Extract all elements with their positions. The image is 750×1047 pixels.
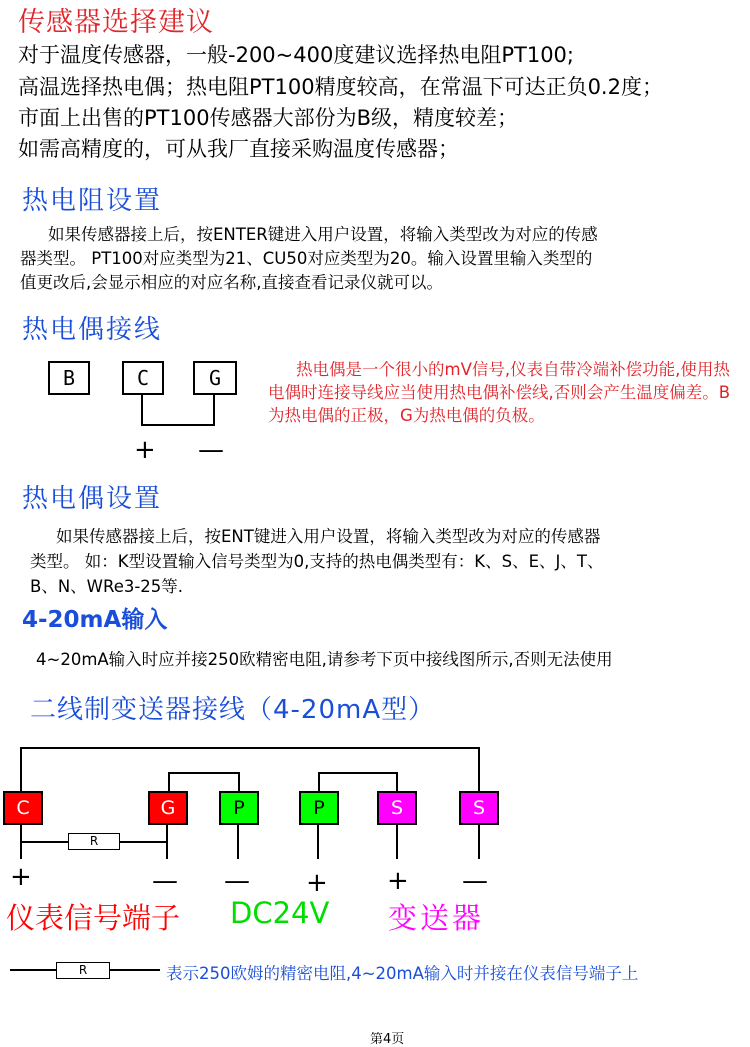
section-title-sensor-selection: 传感器选择建议 <box>18 7 214 38</box>
terminal-g: G <box>148 791 188 825</box>
group-label-transmitter: 变送器 <box>388 901 485 935</box>
wire <box>238 772 240 792</box>
section-title-thermocouple-settings: 热电偶设置 <box>22 484 163 514</box>
minus-sign: — <box>198 435 224 465</box>
wire <box>318 772 320 792</box>
wire <box>20 747 22 792</box>
wire <box>478 747 480 792</box>
thermocouple-note: 热电偶是一个很小的mV信号,仪表自带冷端补偿功能,使用热电偶时连接导线应当使用热电偶补偿线,否则会产生温度偏差。B为热电偶的正极，G为热电偶的负极。 <box>268 360 731 425</box>
page-number: 第4页 <box>370 1032 405 1047</box>
wire <box>168 772 240 774</box>
legend-text: 表示250欧姆的精密电阻,4~20mA输入时并接在仪表信号端子上 <box>166 964 639 983</box>
wire <box>213 393 215 426</box>
section-title-4-20ma-input: 4-20mA输入 <box>22 607 168 633</box>
paragraph-line: 如果传感器接上后，按ENTER键进入用户设置，将输入类型改为对应的传感 <box>48 225 598 244</box>
minus-sign: — <box>462 866 488 896</box>
paragraph-line: 市面上出售的PT100传感器大部份为B级，精度较差； <box>18 106 518 130</box>
paragraph-line: 值更改后,会显示相应的对应名称,直接查看记录仪就可以。 <box>20 273 443 292</box>
terminal-c: C <box>3 791 43 825</box>
group-label-instrument-terminals: 仪表信号端子 <box>6 901 181 935</box>
section-title-thermocouple-wiring: 热电偶接线 <box>22 315 163 345</box>
resistor: R <box>68 833 120 850</box>
wire <box>396 825 398 859</box>
paragraph-line: 4~20mA输入时应并接250欧精密电阻,请参考下页中接线图所示,否则无法使用 <box>36 650 613 669</box>
resistor: R <box>56 962 110 979</box>
plus-sign: + <box>10 862 32 892</box>
group-label-dc24v: DC24V <box>230 896 330 930</box>
wire <box>168 772 170 792</box>
wire <box>141 393 143 426</box>
paragraph-line: 对于温度传感器，一般-200~400度建议选择热电阻PT100; <box>18 43 574 67</box>
minus-sign: — <box>152 866 178 896</box>
section-title-two-wire-transmitter: 二线制变送器接线（4-20mA型） <box>30 695 436 725</box>
paragraph-line: B、N、WRe3-25等. <box>30 577 184 596</box>
terminal-g: G <box>193 361 237 395</box>
wire <box>317 825 319 859</box>
terminal-b: B <box>48 361 90 395</box>
plus-sign: + <box>306 868 328 898</box>
plus-sign: + <box>134 435 156 465</box>
terminal-s-negative: S <box>459 791 499 825</box>
wire <box>141 424 215 426</box>
paragraph-line: 器类型。 PT100对应类型为21、CU50对应类型为20。输入设置里输入类型的 <box>20 249 593 268</box>
wire <box>396 772 398 792</box>
paragraph-line: 如需高精度的，可从我厂直接采购温度传感器； <box>18 137 459 161</box>
wire <box>318 772 398 774</box>
paragraph-line: 类型。 如：K型设置输入信号类型为0,支持的热电偶类型有：K、S、E、J、T、 <box>30 552 604 571</box>
terminal-p-negative: P <box>299 791 339 825</box>
terminal-s-positive: S <box>377 791 417 825</box>
plus-sign: + <box>387 866 409 896</box>
paragraph-line: 高温选择热电偶；热电阻PT100精度较高，在常温下可达正负0.2度； <box>18 75 663 99</box>
wire <box>478 825 480 859</box>
paragraph-line: 如果传感器接上后，按ENT键进入用户设置，将输入类型改为对应的传感器 <box>56 527 601 546</box>
minus-sign: — <box>224 866 250 896</box>
section-title-rtd-settings: 热电阻设置 <box>22 186 163 216</box>
wire <box>20 747 480 749</box>
terminal-p-positive: P <box>219 791 259 825</box>
wire <box>237 825 239 859</box>
terminal-c: C <box>122 361 164 395</box>
